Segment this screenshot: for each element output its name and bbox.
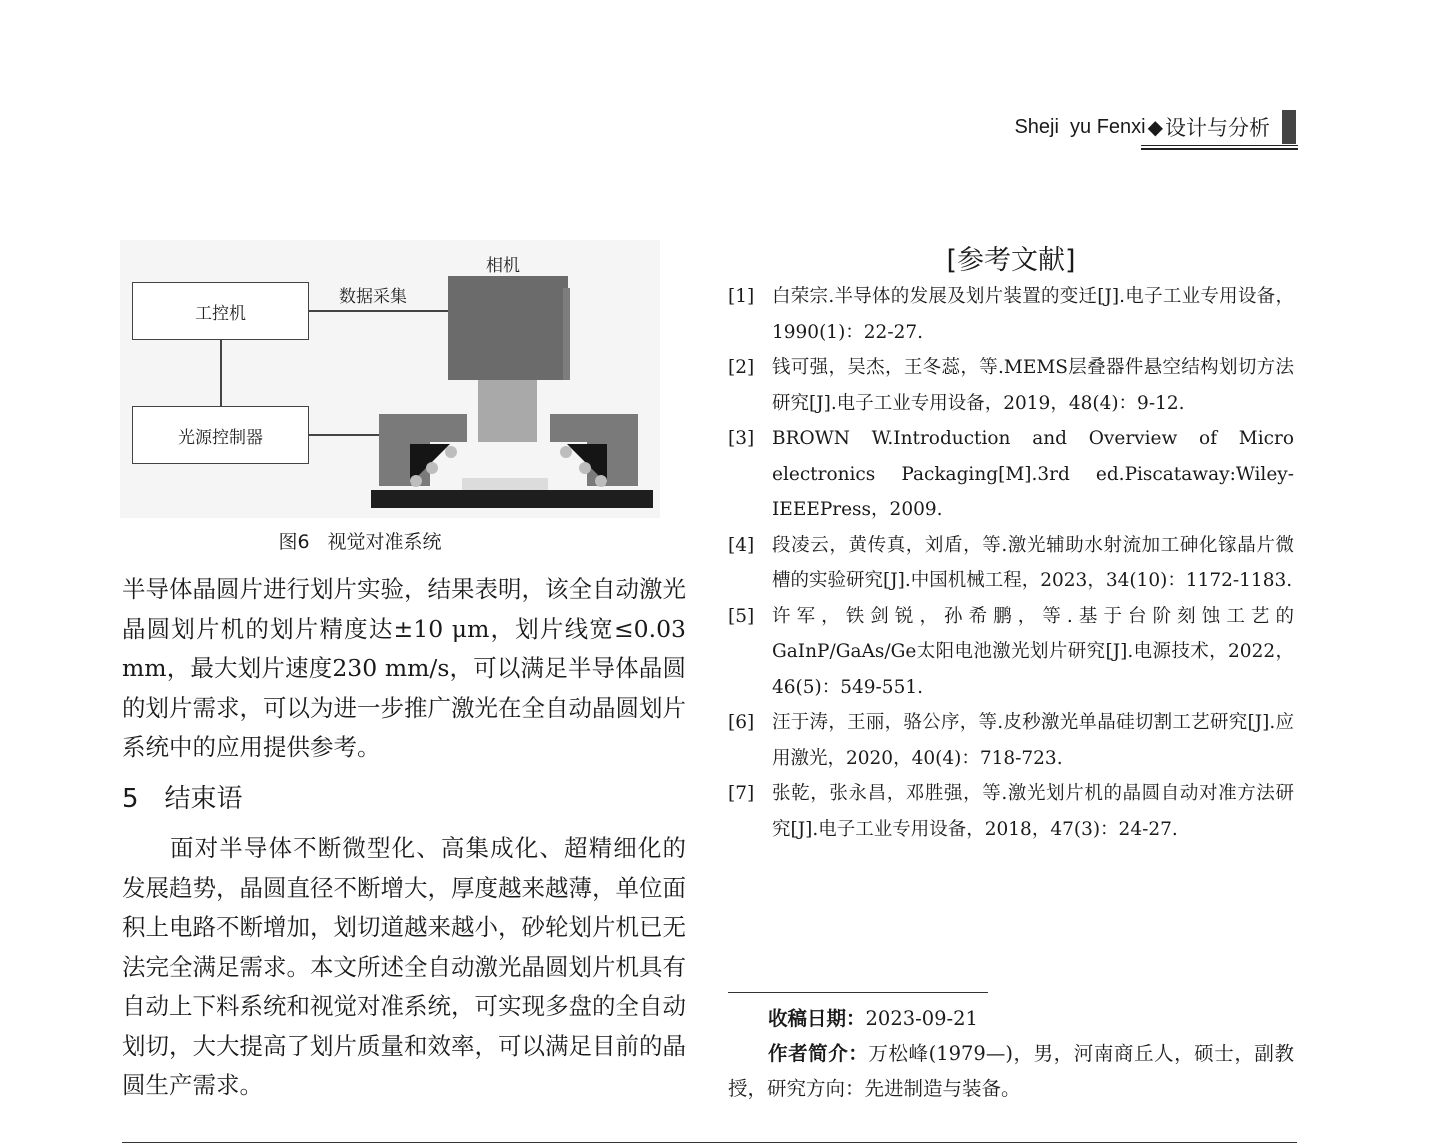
reference-number: [7] [728, 783, 755, 804]
section-number: 5 [122, 784, 139, 814]
header-diamond-icon: ◆ [1147, 116, 1163, 139]
reference-item [728, 776, 1294, 847]
light-line [309, 434, 379, 436]
right-light-bead [560, 446, 572, 458]
ipc-box [132, 282, 309, 340]
bottom-rule [122, 1142, 1297, 1143]
header-section-name: 设计与分析 [1165, 116, 1270, 140]
author-bio [728, 1036, 1294, 1106]
section-heading [122, 778, 243, 815]
reference-text: 汪于涛，王丽，骆公序，等.皮秒激光单晶硅切割工艺研究[J].应用激光，2020，40(4)：718-723. [772, 712, 1294, 769]
received-date [728, 1001, 1294, 1036]
header-pinyin: Sheji yu Fenxi [1014, 115, 1146, 138]
author-bio-label: 作者简介： [768, 1042, 869, 1065]
reference-item [728, 599, 1294, 706]
figure-caption-text: 视觉对准系统 [327, 531, 442, 553]
light-controller-label: 光源控制器 [178, 427, 263, 448]
author-bio-value: 万松峰(1979—)，男，河南商丘人，硕士，副教授，研究方向：先进制造与装备。 [728, 1042, 1294, 1100]
right-light-bead [579, 462, 591, 474]
stage [371, 490, 653, 508]
footnote-rule [728, 992, 988, 993]
figure-caption [120, 527, 600, 554]
reference-number: [2] [728, 357, 755, 378]
header-rule-thick [1141, 148, 1298, 150]
header-block-mark [1282, 110, 1296, 144]
figure-vision-alignment [120, 240, 660, 518]
ipc-label: 工控机 [195, 303, 246, 324]
reference-text: 张乾，张永昌，邓胜强，等.激光划片机的晶圆自动对准方法研究[J].电子工业专用设备，2018，47(3)：24-27. [772, 783, 1294, 840]
received-date-label: 收稿日期： [768, 1007, 866, 1030]
running-header [1014, 110, 1296, 144]
data-line [309, 310, 448, 312]
reference-text: BROWN W.Introduction and Overview of Micro electronics Packaging[M].3rd ed.Piscataway:Wiley-IEEEPress，2009. [772, 428, 1294, 520]
reference-item [728, 421, 1294, 528]
reference-text: 白荣宗.半导体的发展及划片装置的变迁[J].电子工业专用设备，1990(1)：22-27. [772, 286, 1294, 343]
camera-label: 相机 [486, 256, 520, 276]
figure-number: 图6 [278, 531, 310, 553]
left-light-bead [410, 475, 422, 487]
reference-item [728, 350, 1294, 421]
section-title: 结束语 [164, 784, 243, 814]
reference-item [728, 528, 1294, 599]
ipc-to-controller-line [220, 340, 222, 406]
reference-number: [6] [728, 712, 755, 733]
camera-body [448, 276, 568, 380]
reference-number: [3] [728, 428, 755, 449]
reference-text: 许军，铁剑锐，孙希鹏，等.基于台阶刻蚀工艺的GaInP/GaAs/Ge太阳电池激光划片研究[J].电源技术，2022，46(5)：549-551. [772, 605, 1294, 698]
reference-number: [1] [728, 286, 755, 307]
camera-body-edge [563, 288, 570, 380]
reference-number: [4] [728, 534, 755, 556]
references-title: [参考文献] [946, 245, 1076, 276]
references-list [728, 279, 1294, 847]
header-rule [1141, 145, 1298, 146]
reference-item [728, 279, 1294, 350]
reference-text: 钱可强，吴杰，王冬蕊，等.MEMS层叠器件悬空结构划切方法研究[J].电子工业专用设备，2019，48(4)：9-12. [772, 357, 1294, 414]
data-acquisition-label: 数据采集 [339, 287, 407, 307]
reference-number: [5] [728, 605, 755, 627]
light-controller-box [132, 406, 309, 464]
footnote [728, 1001, 1294, 1106]
left-light-bead [445, 446, 457, 458]
wafer [462, 478, 548, 490]
right-light-bead [595, 475, 607, 487]
body-paragraph: 半导体晶圆片进行划片实验，结果表明，该全自动激光晶圆划片机的划片精度达±10 μm，划片线宽≤0.03 mm，最大划片速度230 mm/s，可以满足半导体晶圆的划片需求，可以为进一步推广激光在全自动晶圆划片系统中的应用提供参考。 [122, 575, 686, 761]
camera-lens [478, 380, 537, 442]
left-light-bead [426, 462, 438, 474]
reference-item [728, 705, 1294, 776]
received-date-value: 2023-09-21 [865, 1007, 978, 1030]
conclusion-paragraph: 面对半导体不断微型化、高集成化、超精细化的发展趋势，晶圆直径不断增大，厚度越来越薄，单位面积上电路不断增加，划切道越来越小，砂轮划片机已无法完全满足需求。本文所述全自动激光晶圆划片机具有自动上下料系统和视觉对准系统，可实现多盘的全自动划切，大大提高了划片质量和效率，可以满足目前的晶圆生产需求。 [122, 834, 686, 1099]
reference-text: 段凌云，黄传真，刘盾，等.激光辅助水射流加工砷化镓晶片微槽的实验研究[J].中国机械工程，2023，34(10)：1172-1183. [772, 534, 1294, 591]
